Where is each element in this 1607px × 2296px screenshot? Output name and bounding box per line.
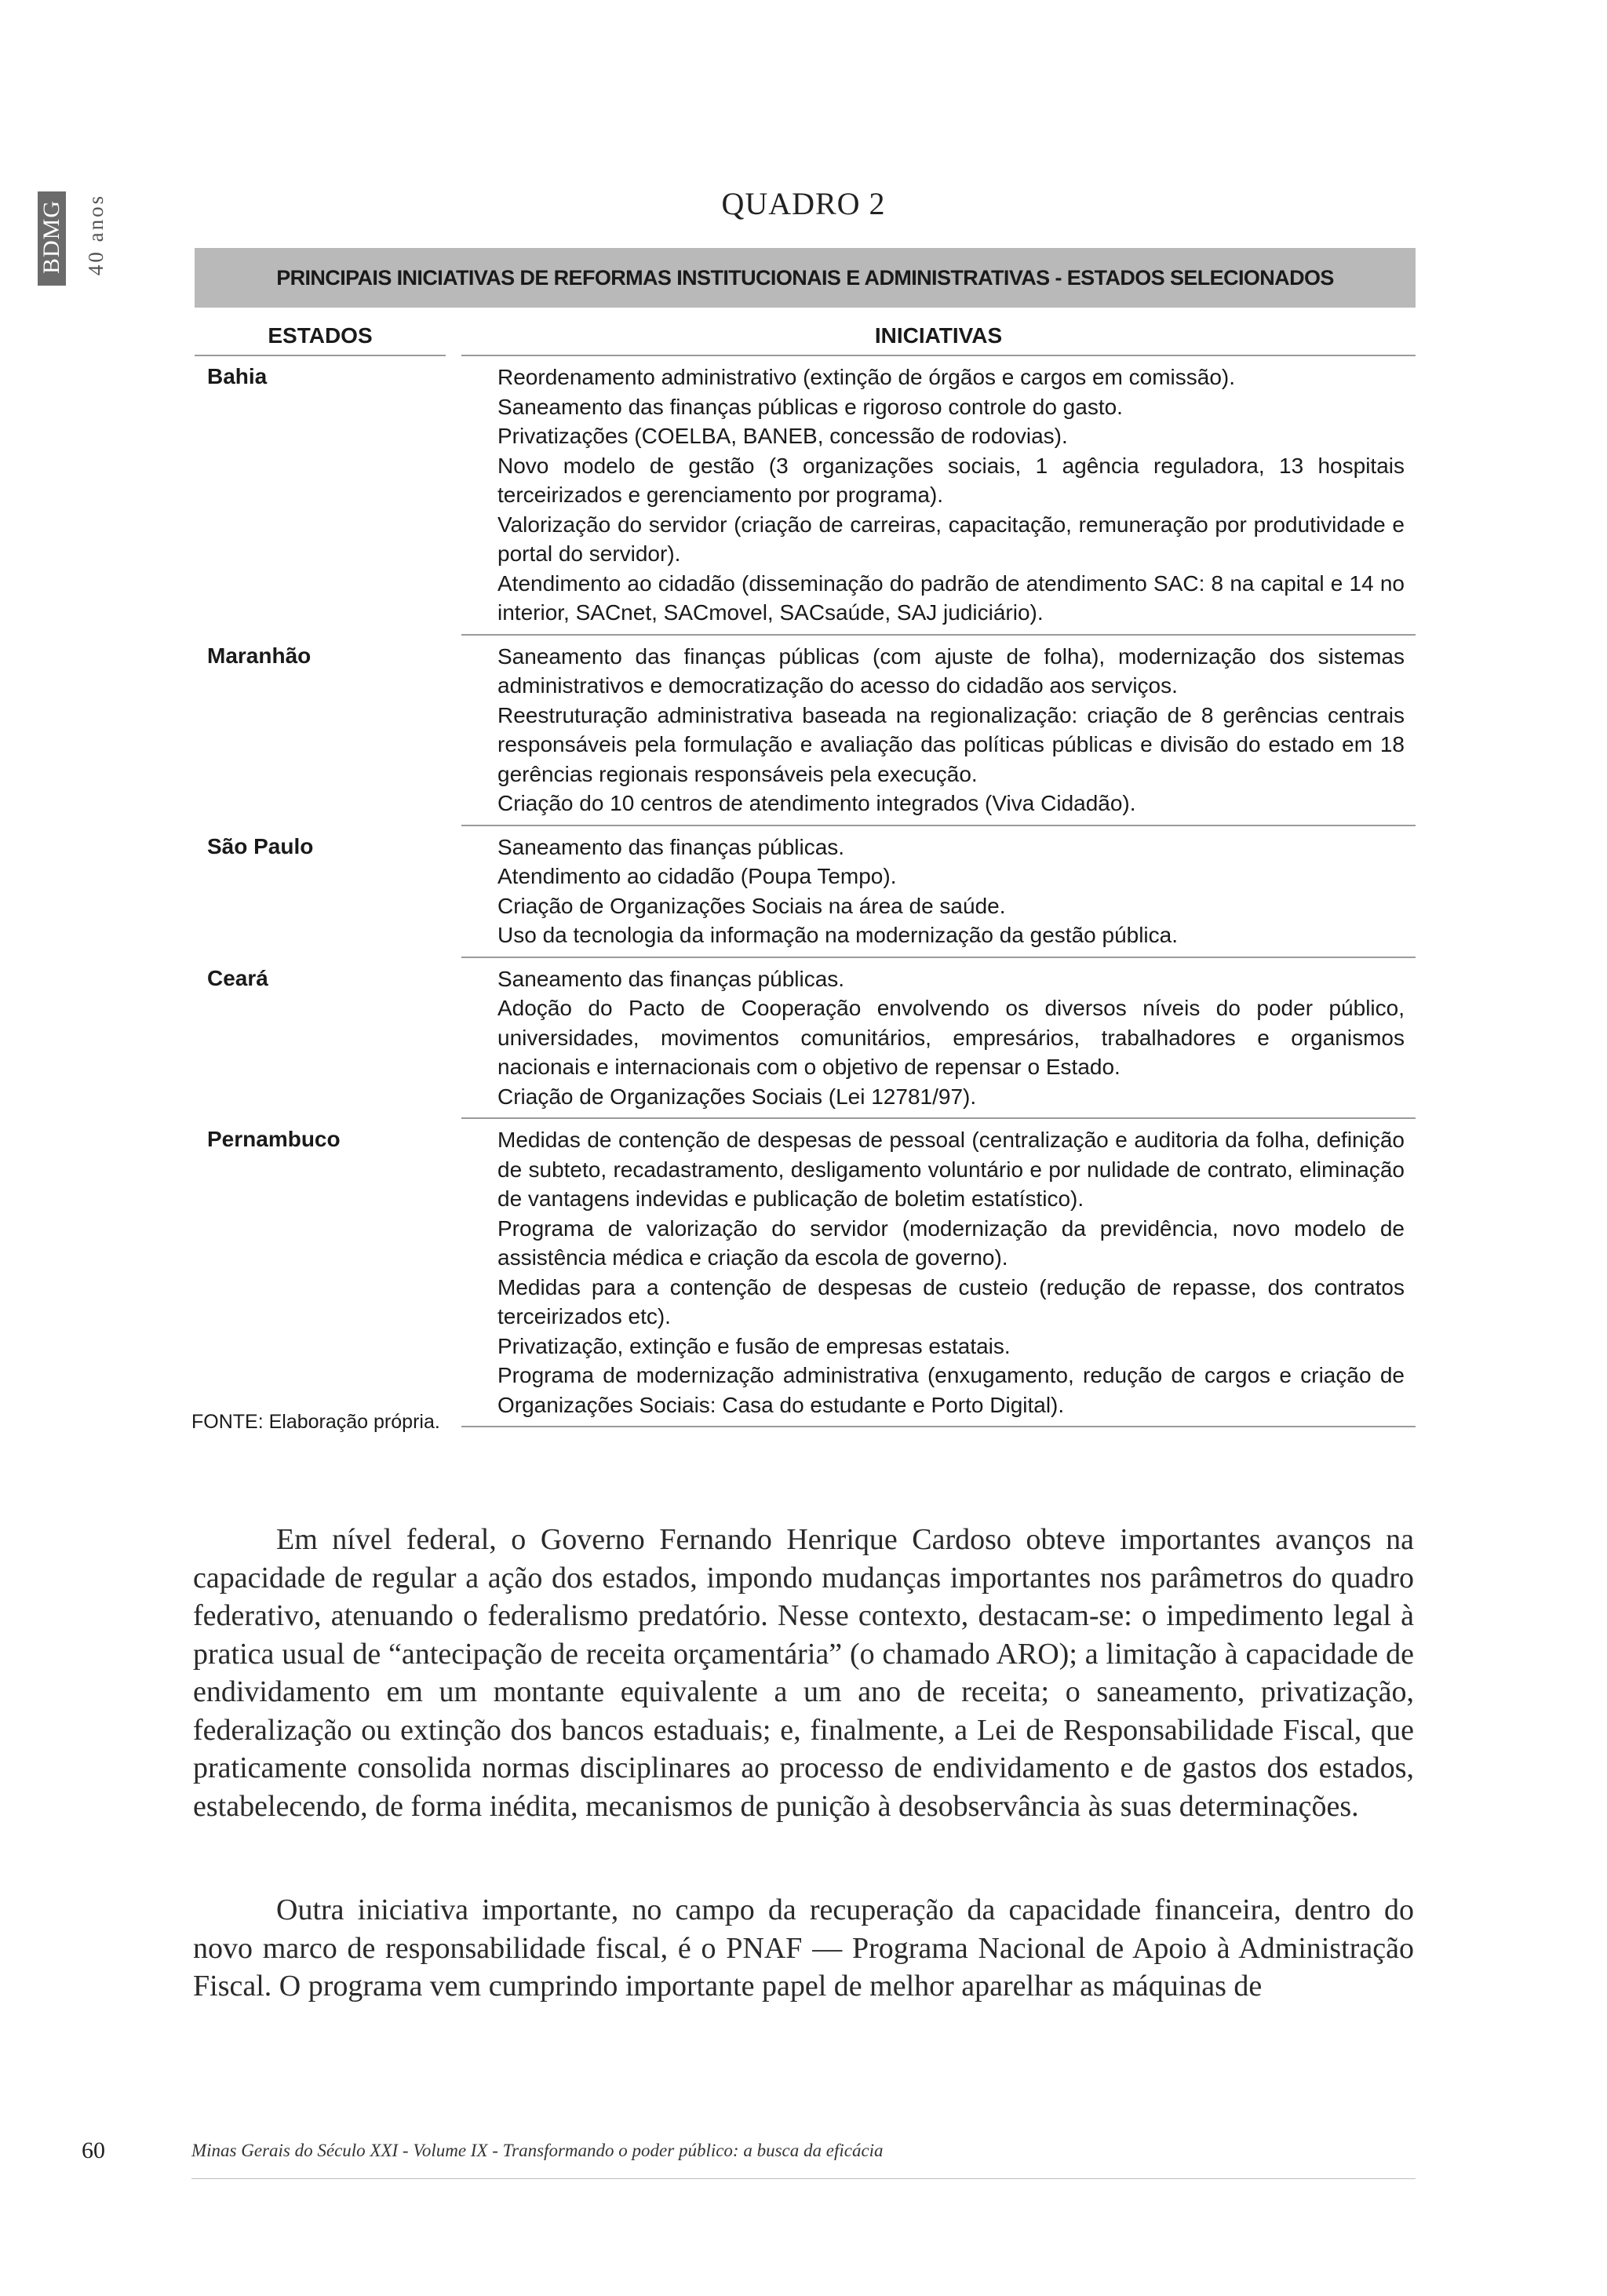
initiative-item: Saneamento das finanças públicas (com ajuste de folha), modernização dos sistemas administrativos e democratização do acesso do cidadão aos serviços. — [497, 643, 1405, 698]
row-divider — [461, 1426, 1416, 1427]
body-paragraph-1 — [193, 1521, 1414, 1825]
table-row — [195, 1119, 1416, 1427]
initiative-item: Valorização do servidor (criação de carreiras, capacitação, remuneração por produtividade e portal do servidor). — [497, 512, 1405, 566]
initiative-item: Privatização, extinção e fusão de empresas estatais. — [497, 1333, 1011, 1358]
initiative-item: Programa de valorização do servidor (modernização da previdência, novo modelo de assistência médica e criação da escola de governo). — [497, 1215, 1405, 1270]
initiative-item: Reordenamento administrativo (extinção de órgãos e cargos em comissão). — [497, 365, 1236, 389]
initiatives-table — [195, 317, 1416, 1427]
initiative-item: Saneamento das finanças públicas. — [497, 834, 845, 859]
years-label: 40 anos — [84, 193, 107, 276]
paragraph-text: Em nível federal, o Governo Fernando Henrique Cardoso obteve importantes avanços na capacidade de regular a ação dos estados, impondo mudanças importantes nos parâmetros do quadro federativo, atenuando o federalismo predatório. Nesse contexto, destacam-se: o impedimento legal à pratica usual de “antecipação de receita orçamentária” (o chamado ARO); a limitação à capacidade de endividamento em um montante equivalente a um ano de receita; o saneamento, privatização, federalização ou extinção dos bancos estaduais; e, finalmente, a Lei de Responsabilidade Fiscal, que praticamente consolida normas disciplinares ao processo de endividamento e de gastos dos estados, estabelecendo, de forma inédita, mecanismos de punição à desobservância às suas determinações. — [193, 1523, 1414, 1823]
state-name: São Paulo — [207, 833, 314, 858]
initiative-item: Medidas para a contenção de despesas de custeio (redução de repasse, dos contratos terceirizados etc). — [497, 1274, 1405, 1328]
col-header-estados: ESTADOS — [268, 323, 373, 348]
table-title: PRINCIPAIS INICIATIVAS DE REFORMAS INSTITUCIONAIS E ADMINISTRATIVAS - ESTADOS SELECIONADOS — [195, 248, 1416, 308]
initiatives-cell — [497, 356, 1405, 636]
initiative-item: Criação do 10 centros de atendimento integrados (Viva Cidadão). — [497, 791, 1136, 815]
initiative-item: Medidas de contenção de despesas de pessoal (centralização e auditoria da folha, definição de subteto, recadastramento, desligamento voluntário e por nulidade de contrato, eliminação de vantagens indevidas e publicação de boletim estatístico). — [497, 1128, 1405, 1211]
initiative-item: Privatizações (COELBA, BANEB, concessão de rodovias). — [497, 424, 1068, 448]
state-name: Ceará — [207, 965, 268, 990]
initiative-item: Programa de modernização administrativa (enxugamento, redução de cargos e criação de Organizações Sociais: Casa do estudante e Porto Digital). — [497, 1363, 1405, 1417]
table-header — [195, 317, 1416, 356]
paragraph-text: Outra iniciativa importante, no campo da recuperação da capacidade financeira, dentro do novo marco de responsabilidade fiscal, é o PNAF — Programa Nacional de Apoio à Administração Fiscal. O programa vem cumprindo importante papel de melhor aparelhar as máquinas de — [193, 1893, 1414, 2003]
initiative-item: Atendimento ao cidadão (disseminação do padrão de atendimento SAC: 8 na capital e 14 no interior, SACnet, SACmovel, SACsaúde, SAJ judiciário). — [497, 570, 1405, 625]
initiative-item: Saneamento das finanças públicas e rigoroso controle do gasto. — [497, 394, 1123, 419]
running-title: Minas Gerais do Século XXI - Volume IX - Transformando o poder público: a busca da eficácia — [191, 2141, 884, 2160]
table-row — [195, 826, 1416, 958]
table-row — [195, 636, 1416, 826]
state-name: Pernambuco — [207, 1127, 341, 1151]
initiative-item: Criação de Organizações Sociais na área de saúde. — [497, 893, 1006, 918]
initiatives-cell — [497, 636, 1405, 826]
footer-rule — [191, 2178, 1416, 2179]
initiative-item: Atendimento ao cidadão (Poupa Tempo). — [497, 864, 897, 888]
state-name: Maranhão — [207, 643, 312, 668]
initiative-item: Novo modelo de gestão (3 organizações sociais, 1 agência reguladora, 13 hospitais terceirizados e gerenciamento por programa). — [497, 453, 1405, 507]
initiatives-cell — [497, 1119, 1405, 1427]
page-number: 60 — [82, 2137, 105, 2163]
initiative-item: Uso da tecnologia da informação na modernização da gestão pública. — [497, 923, 1179, 947]
initiatives-cell — [497, 826, 1405, 958]
initiative-item: Reestruturação administrativa baseada na regionalização: criação de 8 gerências centrais responsáveis pela formulação e avaliação das políticas públicas e divisão do estado em 18 gerências regionais responsáveis pela execução. — [497, 702, 1405, 786]
table-source: FONTE: Elaboração própria. — [191, 1411, 440, 1433]
initiative-item: Adoção do Pacto de Cooperação envolvendo os diversos níveis do poder público, universidades, movimentos comunitários, empresários, trabalhadores e organismos nacionais e internacionais com o objetivo de repensar o Estado. — [497, 996, 1405, 1079]
initiative-item: Saneamento das finanças públicas. — [497, 966, 845, 991]
table-row — [195, 958, 1416, 1120]
initiatives-cell — [497, 958, 1405, 1120]
quadro-title: QUADRO 2 — [721, 186, 886, 221]
body-paragraph-2 — [193, 1891, 1414, 2006]
table-row — [195, 356, 1416, 636]
state-name: Bahia — [207, 364, 268, 388]
brand-label: BDMG — [38, 200, 64, 275]
initiative-item: Criação de Organizações Sociais (Lei 12781/97). — [497, 1084, 977, 1109]
col-header-iniciativas: INICIATIVAS — [874, 323, 1003, 348]
